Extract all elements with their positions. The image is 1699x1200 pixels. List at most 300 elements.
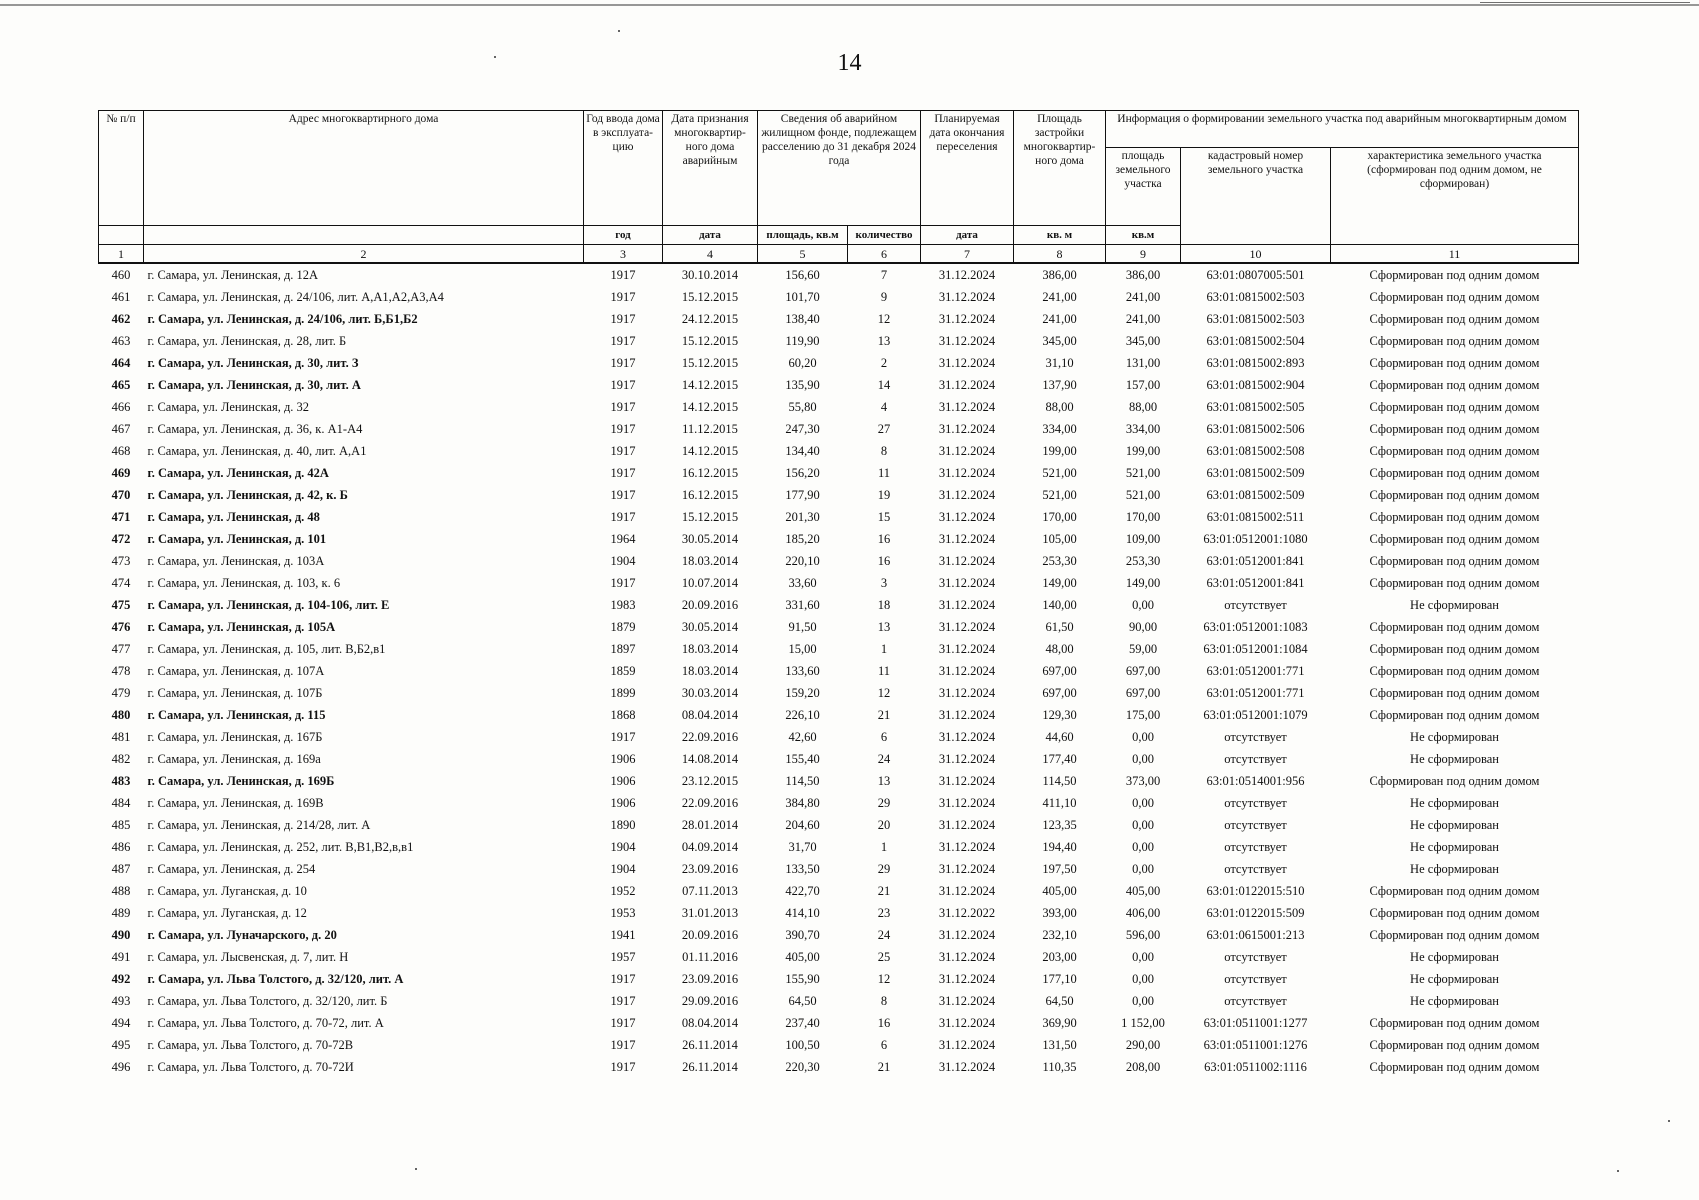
cell-year: 1953 <box>610 905 636 920</box>
cell-count: 21 <box>877 883 891 898</box>
cell-address: г. Самара, ул. Ленинская, д. 169а <box>147 751 321 766</box>
cell-area: 156,20 <box>785 465 820 480</box>
cell-recognition-date: 29.09.2016 <box>681 993 739 1008</box>
cell-building-area: 44,60 <box>1045 729 1074 744</box>
cell-year: 1879 <box>610 619 636 634</box>
cell-recognition-date: 14.12.2015 <box>681 377 739 392</box>
cell-cadastral-number: 63:01:0512001:771 <box>1206 663 1305 678</box>
table-row <box>99 814 1579 836</box>
cell-land-area: 596,00 <box>1125 927 1161 942</box>
cell-planned-date: 31.12.2022 <box>938 905 996 920</box>
cell-land-characteristic: Сформирован под одним домом <box>1369 289 1540 304</box>
cell-count: 12 <box>877 685 891 700</box>
table-row <box>99 638 1579 660</box>
table-row <box>99 770 1579 792</box>
cell-land-characteristic: Сформирован под одним домом <box>1369 1015 1540 1030</box>
cell-planned-date: 31.12.2024 <box>938 663 996 678</box>
cell-year: 1917 <box>610 971 636 986</box>
cell-year: 1917 <box>610 355 636 370</box>
cell-row-number: 466 <box>111 399 131 414</box>
cell-year: 1917 <box>610 443 636 458</box>
cell-land-area: 0,00 <box>1132 597 1154 612</box>
cell-recognition-date: 22.09.2016 <box>681 729 739 744</box>
cell-land-area: 157,00 <box>1125 377 1161 392</box>
cell-year: 1917 <box>610 993 636 1008</box>
cell-year: 1917 <box>610 729 636 744</box>
cell-count: 14 <box>877 377 891 392</box>
column-number: 3 <box>584 245 663 264</box>
cell-address: г. Самара, ул. Ленинская, д. 214/28, лит. А <box>147 817 371 832</box>
cell-land-area: 334,00 <box>1125 421 1161 436</box>
cell-land-area: 697,00 <box>1125 663 1161 678</box>
table-row <box>99 352 1579 374</box>
cell-year: 1906 <box>610 773 636 788</box>
table-row <box>99 836 1579 858</box>
cell-year: 1859 <box>610 663 636 678</box>
table-row <box>99 748 1579 770</box>
cell-row-number: 491 <box>111 949 131 964</box>
cell-year: 1917 <box>610 509 636 524</box>
cell-area: 33,60 <box>788 575 817 590</box>
cell-cadastral-number: отсутствует <box>1224 971 1287 986</box>
cell-count: 12 <box>877 311 891 326</box>
cell-recognition-date: 18.03.2014 <box>681 553 739 568</box>
cell-year: 1917 <box>610 421 636 436</box>
table-row <box>99 726 1579 748</box>
table-row <box>99 704 1579 726</box>
cell-year: 1904 <box>610 839 636 854</box>
cell-planned-date: 31.12.2024 <box>938 883 996 898</box>
cell-building-area: 61,50 <box>1045 619 1074 634</box>
cell-count: 11 <box>877 465 891 480</box>
cell-land-area: 697,00 <box>1125 685 1161 700</box>
cell-count: 29 <box>877 795 891 810</box>
cell-land-area: 59,00 <box>1128 641 1158 656</box>
column-number: 9 <box>1106 245 1181 264</box>
cell-recognition-date: 20.09.2016 <box>681 927 739 942</box>
cell-row-number: 467 <box>111 421 131 436</box>
cell-count: 16 <box>877 1015 891 1030</box>
cell-recognition-date: 23.12.2015 <box>681 773 739 788</box>
cell-planned-date: 31.12.2024 <box>938 311 996 326</box>
cell-recognition-date: 15.12.2015 <box>681 289 739 304</box>
cell-building-area: 521,00 <box>1042 465 1077 480</box>
column-number: 2 <box>144 245 584 264</box>
table-row <box>99 968 1579 990</box>
cell-address: г. Самара, ул. Ленинская, д. 105А <box>147 619 336 634</box>
unit-date: дата <box>663 226 758 245</box>
cell-count: 11 <box>877 663 891 678</box>
cell-address: г. Самара, ул. Ленинская, д. 24/106, лит. А,А1,А2,А3,А4 <box>147 289 444 304</box>
cell-land-area: 0,00 <box>1132 817 1154 832</box>
cell-recognition-date: 01.11.2016 <box>682 949 738 964</box>
cell-address: г. Самара, ул. Ленинская, д. 28, лит. Б <box>147 333 347 348</box>
scan-edge-line <box>0 4 1699 6</box>
cell-count: 16 <box>877 531 891 546</box>
cell-year: 1964 <box>610 531 636 546</box>
header-address: Адрес многоквартирного дома <box>144 111 584 226</box>
cell-planned-date: 31.12.2024 <box>938 685 996 700</box>
cell-planned-date: 31.12.2024 <box>938 773 996 788</box>
cell-year: 1897 <box>610 641 636 656</box>
cell-address: г. Самара, ул. Ленинская, д. 36, к. А1-А4 <box>147 421 363 436</box>
cell-land-characteristic: Не сформирован <box>1410 751 1499 766</box>
cell-count: 23 <box>877 905 891 920</box>
cell-land-characteristic: Не сформирован <box>1410 817 1499 832</box>
cell-year: 1906 <box>610 751 636 766</box>
cell-land-characteristic: Сформирован под одним домом <box>1369 355 1540 370</box>
cell-cadastral-number: 63:01:0815002:505 <box>1206 399 1305 414</box>
cell-land-area: 1 152,00 <box>1121 1015 1165 1030</box>
cell-planned-date: 31.12.2024 <box>938 575 996 590</box>
cell-recognition-date: 28.01.2014 <box>681 817 739 832</box>
table-row <box>99 902 1579 924</box>
cell-count: 24 <box>877 751 891 766</box>
header-cadastral: кадастровый номер земельного участка <box>1181 148 1331 245</box>
cell-count: 13 <box>877 619 891 634</box>
cell-cadastral-number: 63:01:0615001:213 <box>1206 927 1305 942</box>
table-body <box>99 263 1579 1078</box>
cell-recognition-date: 08.04.2014 <box>681 1015 739 1030</box>
cell-land-area: 521,00 <box>1125 465 1161 480</box>
cell-recognition-date: 08.04.2014 <box>681 707 739 722</box>
cell-building-area: 123,35 <box>1042 817 1077 832</box>
cell-row-number: 490 <box>111 927 131 942</box>
unit-sqm: кв.м <box>1106 226 1181 245</box>
cell-land-characteristic: Не сформирован <box>1410 949 1499 964</box>
page-number: 14 <box>837 50 862 76</box>
cell-cadastral-number: 63:01:0815002:503 <box>1206 289 1305 304</box>
cell-building-area: 177,10 <box>1042 971 1077 986</box>
cell-recognition-date: 15.12.2015 <box>681 355 739 370</box>
cell-planned-date: 31.12.2024 <box>938 795 996 810</box>
cell-recognition-date: 30.10.2014 <box>681 267 739 282</box>
cell-row-number: 476 <box>111 619 131 634</box>
cell-row-number: 461 <box>111 289 131 304</box>
table-row <box>99 572 1579 594</box>
cell-land-area: 131,00 <box>1125 355 1161 370</box>
header-building-area: Площадь застройки многоквартир-ного дома <box>1014 111 1106 226</box>
cell-year: 1917 <box>610 311 636 326</box>
cell-area: 100,50 <box>785 1037 820 1052</box>
cell-year: 1917 <box>610 333 636 348</box>
cell-area: 414,10 <box>785 905 820 920</box>
cell-address: г. Самара, ул. Ленинская, д. 107Б <box>147 685 323 700</box>
cell-row-number: 460 <box>111 267 131 282</box>
cell-count: 8 <box>880 443 888 458</box>
cell-address: г. Самара, ул. Ленинская, д. 107А <box>147 663 325 678</box>
cell-row-number: 463 <box>111 333 131 348</box>
cell-land-characteristic: Сформирован под одним домом <box>1369 465 1540 480</box>
cell-land-characteristic: Сформирован под одним домом <box>1369 509 1540 524</box>
cell-land-characteristic: Сформирован под одним домом <box>1369 905 1540 920</box>
scan-speck <box>1617 1170 1619 1172</box>
cell-area: 185,20 <box>785 531 820 546</box>
cell-building-area: 197,50 <box>1042 861 1077 876</box>
cell-area: 134,40 <box>785 443 820 458</box>
cell-building-area: 345,00 <box>1042 333 1077 348</box>
cell-planned-date: 31.12.2024 <box>938 817 996 832</box>
cell-planned-date: 31.12.2024 <box>938 619 996 634</box>
cell-cadastral-number: отсутствует <box>1224 839 1287 854</box>
table-row <box>99 616 1579 638</box>
cell-land-area: 0,00 <box>1132 795 1154 810</box>
cell-address: г. Самара, ул. Ленинская, д. 254 <box>147 861 316 876</box>
header-land-info: Информация о формировании земельного участка под аварийным многоквартирным домом <box>1106 111 1579 148</box>
cell-planned-date: 31.12.2024 <box>938 1015 996 1030</box>
cell-area: 155,40 <box>785 751 820 766</box>
cell-count: 19 <box>877 487 891 502</box>
cell-cadastral-number: 63:01:0807005:501 <box>1206 267 1305 282</box>
cell-address: г. Самара, ул. Ленинская, д. 105, лит. В,Б2,в1 <box>147 641 386 656</box>
cell-row-number: 468 <box>111 443 131 458</box>
cell-recognition-date: 15.12.2015 <box>681 333 739 348</box>
cell-land-characteristic: Не сформирован <box>1410 729 1499 744</box>
cell-building-area: 232,10 <box>1042 927 1077 942</box>
header-number: № п/п <box>99 111 144 226</box>
cell-building-area: 149,00 <box>1042 575 1077 590</box>
cell-area: 91,50 <box>788 619 817 634</box>
cell-land-characteristic: Сформирован под одним домом <box>1369 641 1540 656</box>
cell-recognition-date: 30.05.2014 <box>681 619 739 634</box>
cell-land-characteristic: Сформирован под одним домом <box>1369 685 1540 700</box>
cell-land-area: 241,00 <box>1125 289 1161 304</box>
cell-address: г. Самара, ул. Ленинская, д. 48 <box>147 509 320 524</box>
cell-area: 331,60 <box>785 597 820 612</box>
cell-land-characteristic: Сформирован под одним домом <box>1369 311 1540 326</box>
cell-area: 156,60 <box>785 267 820 282</box>
unit-sqm: кв. м <box>1014 226 1106 245</box>
cell-year: 1890 <box>610 817 636 832</box>
cell-address: г. Самара, ул. Луганская, д. 10 <box>147 883 307 898</box>
cell-address: г. Самара, ул. Ленинская, д. 101 <box>147 531 327 546</box>
cell-year: 1952 <box>610 883 636 898</box>
cell-address: г. Самара, ул. Ленинская, д. 103А <box>147 553 325 568</box>
table-row <box>99 682 1579 704</box>
cell-address: г. Самара, ул. Ленинская, д. 30, лит. З <box>147 355 359 370</box>
cell-recognition-date: 18.03.2014 <box>681 663 739 678</box>
cell-area: 220,30 <box>785 1059 820 1074</box>
cell-year: 1904 <box>610 861 636 876</box>
cell-year: 1906 <box>610 795 636 810</box>
cell-cadastral-number: 63:01:0511001:1277 <box>1203 1015 1308 1030</box>
cell-land-area: 521,00 <box>1125 487 1161 502</box>
cell-address: г. Самара, ул. Ленинская, д. 115 <box>147 707 326 722</box>
cell-cadastral-number: отсутствует <box>1224 949 1287 964</box>
cell-cadastral-number: 63:01:0512001:1079 <box>1203 707 1308 722</box>
table-row <box>99 263 1579 286</box>
cell-year: 1917 <box>610 1015 636 1030</box>
cell-land-area: 290,00 <box>1125 1037 1161 1052</box>
table-row <box>99 506 1579 528</box>
cell-planned-date: 31.12.2024 <box>938 267 996 282</box>
cell-land-area: 0,00 <box>1132 993 1154 1008</box>
cell-building-area: 131,50 <box>1042 1037 1077 1052</box>
cell-land-area: 175,00 <box>1125 707 1161 722</box>
cell-cadastral-number: 63:01:0512001:841 <box>1206 575 1305 590</box>
cell-year: 1899 <box>610 685 636 700</box>
unit-empty <box>144 226 584 245</box>
cell-count: 15 <box>877 509 891 524</box>
cell-land-area: 0,00 <box>1132 729 1154 744</box>
cell-building-area: 697,00 <box>1042 685 1077 700</box>
cell-count: 1 <box>880 641 888 656</box>
table-row <box>99 330 1579 352</box>
cell-recognition-date: 14.12.2015 <box>681 399 739 414</box>
cell-recognition-date: 23.09.2016 <box>681 971 739 986</box>
cell-planned-date: 31.12.2024 <box>938 641 996 656</box>
cell-row-number: 470 <box>111 487 131 502</box>
cell-recognition-date: 30.03.2014 <box>681 685 739 700</box>
cell-building-area: 521,00 <box>1042 487 1077 502</box>
unit-year: год <box>584 226 663 245</box>
cell-planned-date: 31.12.2024 <box>938 861 996 876</box>
table-row <box>99 858 1579 880</box>
cell-land-characteristic: Сформирован под одним домом <box>1369 487 1540 502</box>
cell-land-characteristic: Не сформирован <box>1410 795 1499 810</box>
cell-planned-date: 31.12.2024 <box>938 927 996 942</box>
cell-address: г. Самара, ул. Ленинская, д. 42, к. Б <box>147 487 348 502</box>
cell-area: 201,30 <box>785 509 820 524</box>
cell-land-area: 386,00 <box>1125 267 1161 282</box>
cell-cadastral-number: отсутствует <box>1224 751 1287 766</box>
cell-area: 101,70 <box>785 289 820 304</box>
cell-cadastral-number: отсутствует <box>1224 597 1287 612</box>
cell-building-area: 110,35 <box>1042 1059 1077 1074</box>
cell-recognition-date: 04.09.2014 <box>681 839 739 854</box>
cell-recognition-date: 30.05.2014 <box>681 531 739 546</box>
table-row <box>99 990 1579 1012</box>
cell-count: 27 <box>877 421 891 436</box>
cell-recognition-date: 18.03.2014 <box>681 641 739 656</box>
cell-land-characteristic: Сформирован под одним домом <box>1369 1037 1540 1052</box>
cell-planned-date: 31.12.2024 <box>938 421 996 436</box>
cell-building-area: 405,00 <box>1042 883 1077 898</box>
cell-row-number: 492 <box>111 971 131 986</box>
cell-land-area: 373,00 <box>1125 773 1161 788</box>
cell-cadastral-number: отсутствует <box>1224 861 1287 876</box>
cell-area: 384,80 <box>785 795 820 810</box>
cell-building-area: 697,00 <box>1042 663 1077 678</box>
unit-date: дата <box>921 226 1014 245</box>
cell-land-area: 199,00 <box>1125 443 1161 458</box>
cell-address: г. Самара, ул. Лысвенская, д. 7, лит. Н <box>147 949 349 964</box>
table-row <box>99 286 1579 308</box>
cell-cadastral-number: 63:01:0815002:511 <box>1206 509 1305 524</box>
cell-cadastral-number: 63:01:0511002:1116 <box>1204 1059 1307 1074</box>
cell-cadastral-number: отсутствует <box>1224 795 1287 810</box>
cell-row-number: 477 <box>111 641 131 656</box>
cell-planned-date: 31.12.2024 <box>938 355 996 370</box>
cell-recognition-date: 10.07.2014 <box>681 575 739 590</box>
cell-address: г. Самара, ул. Льва Толстого, д. 70-72В <box>147 1037 354 1052</box>
cell-row-number: 487 <box>111 861 131 876</box>
cell-land-characteristic: Сформирован под одним домом <box>1369 377 1540 392</box>
cell-recognition-date: 26.11.2014 <box>682 1059 738 1074</box>
cell-count: 2 <box>880 355 888 370</box>
cell-row-number: 484 <box>111 795 131 810</box>
column-number: 6 <box>848 245 921 264</box>
cell-address: г. Самара, ул. Ленинская, д. 252, лит. В,В1,В2,в,в1 <box>147 839 414 854</box>
cell-count: 24 <box>877 927 891 942</box>
cell-row-number: 485 <box>111 817 131 832</box>
housing-table <box>98 110 1579 1078</box>
cell-land-area: 0,00 <box>1132 949 1154 964</box>
cell-address: г. Самара, ул. Ленинская, д. 103, к. 6 <box>147 575 341 590</box>
cell-area: 64,50 <box>788 993 817 1008</box>
cell-address: г. Самара, ул. Льва Толстого, д. 32/120, лит. А <box>147 971 404 986</box>
cell-row-number: 495 <box>111 1037 131 1052</box>
cell-row-number: 469 <box>111 465 131 480</box>
cell-building-area: 105,00 <box>1042 531 1077 546</box>
cell-planned-date: 31.12.2024 <box>938 729 996 744</box>
cell-row-number: 496 <box>111 1059 131 1074</box>
cell-area: 159,20 <box>785 685 820 700</box>
cell-year: 1917 <box>610 289 636 304</box>
cell-count: 29 <box>877 861 891 876</box>
cell-area: 60,20 <box>788 355 817 370</box>
cell-area: 114,50 <box>785 773 820 788</box>
header-year: Год ввода дома в эксплуата-цию <box>584 111 663 226</box>
cell-cadastral-number: 63:01:0514001:956 <box>1206 773 1305 788</box>
cell-address: г. Самара, ул. Льва Толстого, д. 70-72, лит. А <box>147 1015 384 1030</box>
cell-recognition-date: 26.11.2014 <box>682 1037 738 1052</box>
cell-area: 247,30 <box>785 421 820 436</box>
cell-area: 119,90 <box>785 333 820 348</box>
cell-row-number: 488 <box>111 883 131 898</box>
cell-year: 1868 <box>610 707 636 722</box>
cell-address: г. Самара, ул. Луганская, д. 12 <box>147 905 307 920</box>
cell-land-characteristic: Не сформирован <box>1410 597 1499 612</box>
cell-land-characteristic: Сформирован под одним домом <box>1369 531 1540 546</box>
table-row <box>99 660 1579 682</box>
unit-empty <box>99 226 144 245</box>
cell-recognition-date: 22.09.2016 <box>681 795 739 810</box>
cell-building-area: 170,00 <box>1042 509 1077 524</box>
cell-land-characteristic: Сформирован под одним домом <box>1369 267 1540 282</box>
table-row <box>99 880 1579 902</box>
cell-planned-date: 31.12.2024 <box>938 971 996 986</box>
cell-recognition-date: 20.09.2016 <box>681 597 739 612</box>
table-row <box>99 792 1579 814</box>
cell-cadastral-number: 63:01:0815002:504 <box>1206 333 1305 348</box>
cell-planned-date: 31.12.2024 <box>938 487 996 502</box>
table-row <box>99 1034 1579 1056</box>
cell-building-area: 140,00 <box>1042 597 1077 612</box>
cell-address: г. Самара, ул. Льва Толстого, д. 32/120, лит. Б <box>147 993 388 1008</box>
cell-count: 13 <box>877 333 891 348</box>
cell-land-area: 0,00 <box>1132 861 1154 876</box>
cell-row-number: 478 <box>111 663 131 678</box>
cell-recognition-date: 24.12.2015 <box>681 311 739 326</box>
cell-building-area: 241,00 <box>1042 289 1077 304</box>
cell-cadastral-number: 63:01:0815002:508 <box>1206 443 1305 458</box>
table-row <box>99 484 1579 506</box>
cell-building-area: 177,40 <box>1042 751 1077 766</box>
cell-row-number: 462 <box>111 311 131 326</box>
cell-count: 20 <box>877 817 891 832</box>
cell-land-characteristic: Сформирован под одним домом <box>1369 619 1540 634</box>
cell-recognition-date: 23.09.2016 <box>681 861 739 876</box>
cell-count: 3 <box>880 575 888 590</box>
cell-cadastral-number: 63:01:0122015:510 <box>1206 883 1305 898</box>
cell-row-number: 473 <box>111 553 131 568</box>
cell-land-characteristic: Сформирован под одним домом <box>1369 1059 1540 1074</box>
cell-building-area: 241,00 <box>1042 311 1077 326</box>
header-row <box>99 111 1579 148</box>
cell-address: г. Самара, ул. Ленинская, д. 32 <box>147 399 310 414</box>
cell-planned-date: 31.12.2024 <box>938 949 996 964</box>
